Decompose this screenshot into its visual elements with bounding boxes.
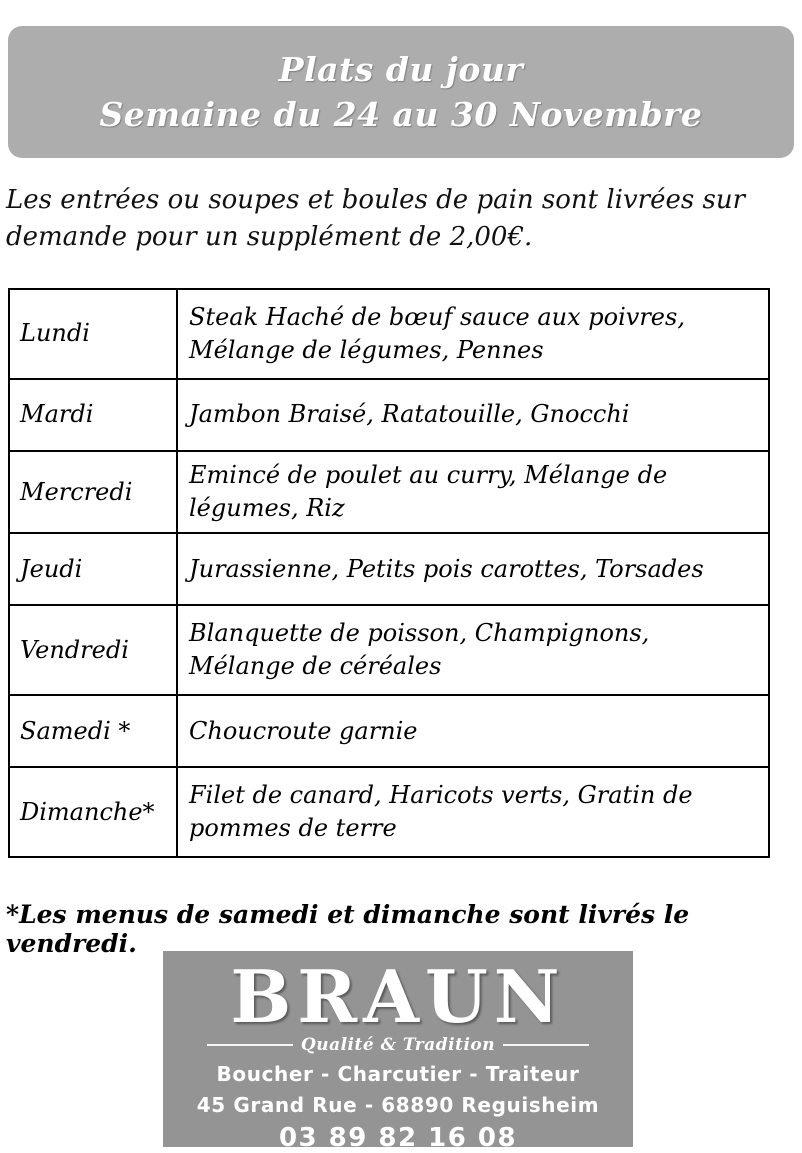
day-label: Mercredi (9, 451, 177, 533)
brand-trades: Boucher - Charcutier - Traiteur (216, 1062, 580, 1086)
dish-description: Emincé de poulet au curry, Mélange de légumes, Riz (177, 451, 769, 533)
dish-description: Steak Haché de bœuf sauce aux poivres, Mélange de légumes, Pennes (177, 289, 769, 379)
day-label: Jeudi (9, 533, 177, 605)
day-label: Mardi (9, 379, 177, 451)
dish-description: Jurassienne, Petits pois carottes, Torsades (177, 533, 769, 605)
day-label: Lundi (9, 289, 177, 379)
brand-logo-block (163, 951, 633, 1153)
table-row (9, 379, 769, 451)
menu-table (8, 288, 770, 858)
table-row (9, 451, 769, 533)
table-row (9, 605, 769, 695)
divider-right (503, 1044, 589, 1046)
footnote: *Les menus de samedi et dimanche sont livrés le vendredi. (6, 900, 690, 958)
table-row (9, 695, 769, 767)
day-label: Dimanche* (9, 767, 177, 857)
header-banner (8, 26, 794, 158)
table-row (9, 533, 769, 605)
brand-name: BRAUN (230, 954, 566, 1039)
divider-left (207, 1044, 293, 1046)
dish-description: Choucroute garnie (177, 695, 769, 767)
day-label: Samedi * (9, 695, 177, 767)
brand-tagline: Qualité & Tradition (300, 1035, 496, 1055)
dish-description: Blanquette de poisson, Champignons, Mélange de céréales (177, 605, 769, 695)
intro-note: Les entrées ou soupes et boules de pain sont livrées sur demande pour un supplément de 2,00€. (6, 185, 746, 252)
brand-phone: 03 89 82 16 08 (278, 1123, 518, 1153)
table-row (9, 289, 769, 379)
dish-description: Filet de canard, Haricots verts, Gratin de pommes de terre (177, 767, 769, 857)
day-label: Vendredi (9, 605, 177, 695)
page-subtitle: Semaine du 24 au 30 Novembre (99, 95, 703, 134)
page-title: Plats du jour (278, 50, 524, 89)
table-row (9, 767, 769, 857)
brand-address: 45 Grand Rue - 68890 Reguisheim (196, 1093, 600, 1117)
dish-description: Jambon Braisé, Ratatouille, Gnocchi (177, 379, 769, 451)
